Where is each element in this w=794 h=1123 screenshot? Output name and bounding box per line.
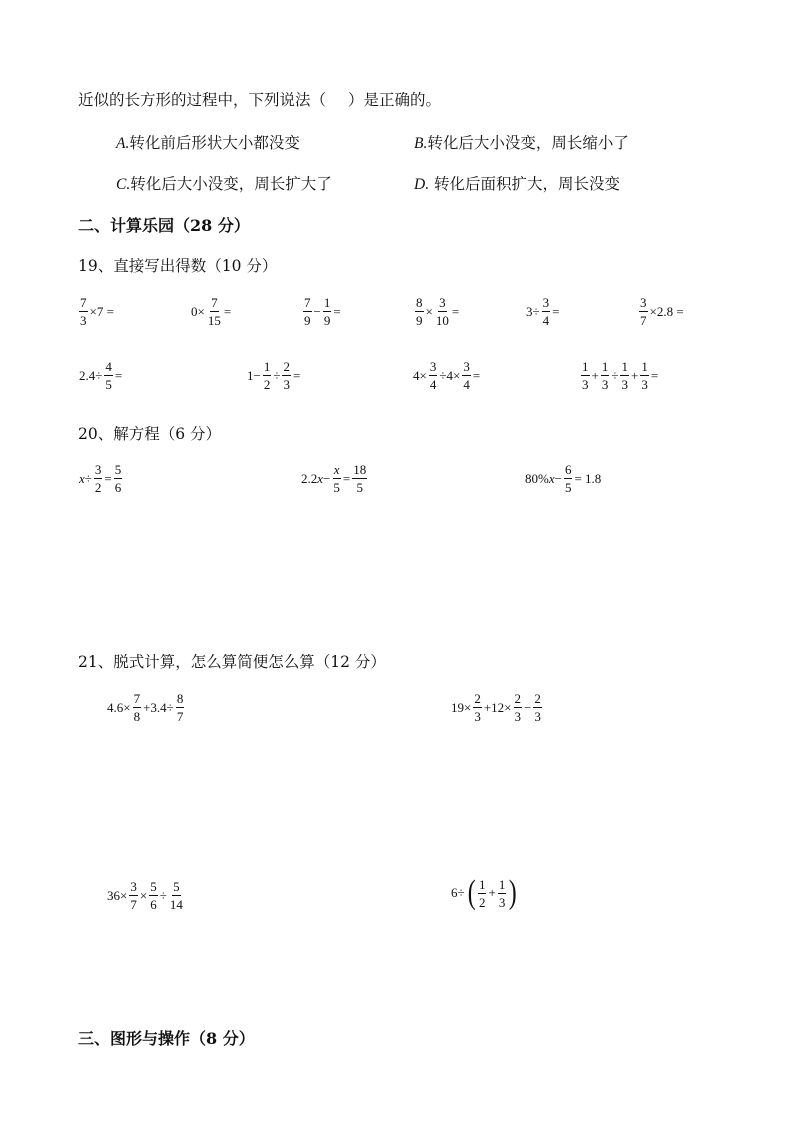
q18-option-d: D. 转化后面积扩大，周长没变	[414, 175, 621, 193]
q19-title: 19、直接写出得数（10 分）	[78, 257, 278, 275]
q18-option-a: A.转化前后形状大小都没变	[116, 134, 300, 152]
q19-item-10: $\frac{1}{3}$ + $\frac{1}{3}$ ÷ $\frac{1}{3}$ + $\frac{1}{3}$ =	[582, 359, 659, 392]
section-2-title: 二、计算乐园（28 分）	[78, 216, 250, 235]
q19-item-4: $\frac{8}{9}$ × $\frac{3}{10}$ =	[416, 295, 460, 328]
section-3-title: 三、图形与操作（8 分）	[78, 1029, 255, 1048]
q19-item-6: $\frac{3}{7}$ ×2.8 =	[640, 295, 684, 328]
q21-item-1: 4.6× $\frac{7}{8}$ +3.4÷ $\frac{8}{7}$	[107, 691, 184, 724]
q21-item-3: 36× $\frac{3}{7}$ × $\frac{5}{6}$ ÷ $\frac{5}{14}$	[107, 879, 183, 912]
q20-title: 20、解方程（6 分）	[78, 425, 222, 443]
q19-item-2: 0× $\frac{7}{15}$ =	[191, 295, 232, 328]
q18-stem: 近似的长方形的过程中，下列说法（ ）是正确的。	[78, 91, 442, 109]
q21-item-2: 19× $\frac{2}{3}$ +12× $\frac{2}{3}$ − $\frac{2}{3}$	[451, 691, 541, 724]
q19-item-9: 4× $\frac{3}{4}$ ÷4× $\frac{3}{4}$ =	[413, 359, 481, 392]
q19-item-1: $\frac{7}{3}$ ×7 =	[80, 295, 114, 328]
q19-item-3: $\frac{7}{9}$ − $\frac{1}{9}$ =	[304, 295, 341, 328]
q18-option-c: C.转化后大小没变，周长扩大了	[116, 175, 332, 193]
q21-title: 21、脱式计算，怎么算简便怎么算（12 分）	[78, 653, 386, 671]
q19-item-7: 2.4÷ $\frac{4}{5}$ =	[79, 359, 123, 392]
q21-item-4: 6÷ ( $\frac{1}{2}$ + $\frac{1}{3}$ )	[451, 874, 517, 911]
q19-item-5: 3÷ $\frac{3}{4}$ =	[526, 295, 560, 328]
q20-item-1: x÷ $\frac{3}{2}$ = $\frac{5}{6}$	[79, 462, 122, 495]
q20-item-3: 80%x− $\frac{6}{5}$ = 1.8	[525, 462, 602, 495]
q18-option-b: B.转化后大小没变，周长缩小了	[414, 134, 629, 152]
q20-item-2: 2.2x− $\frac{x}{5}$ = $\frac{18}{5}$	[301, 462, 367, 495]
q19-item-8: 1− $\frac{1}{2}$ ÷ $\frac{2}{3}$ =	[247, 359, 301, 392]
